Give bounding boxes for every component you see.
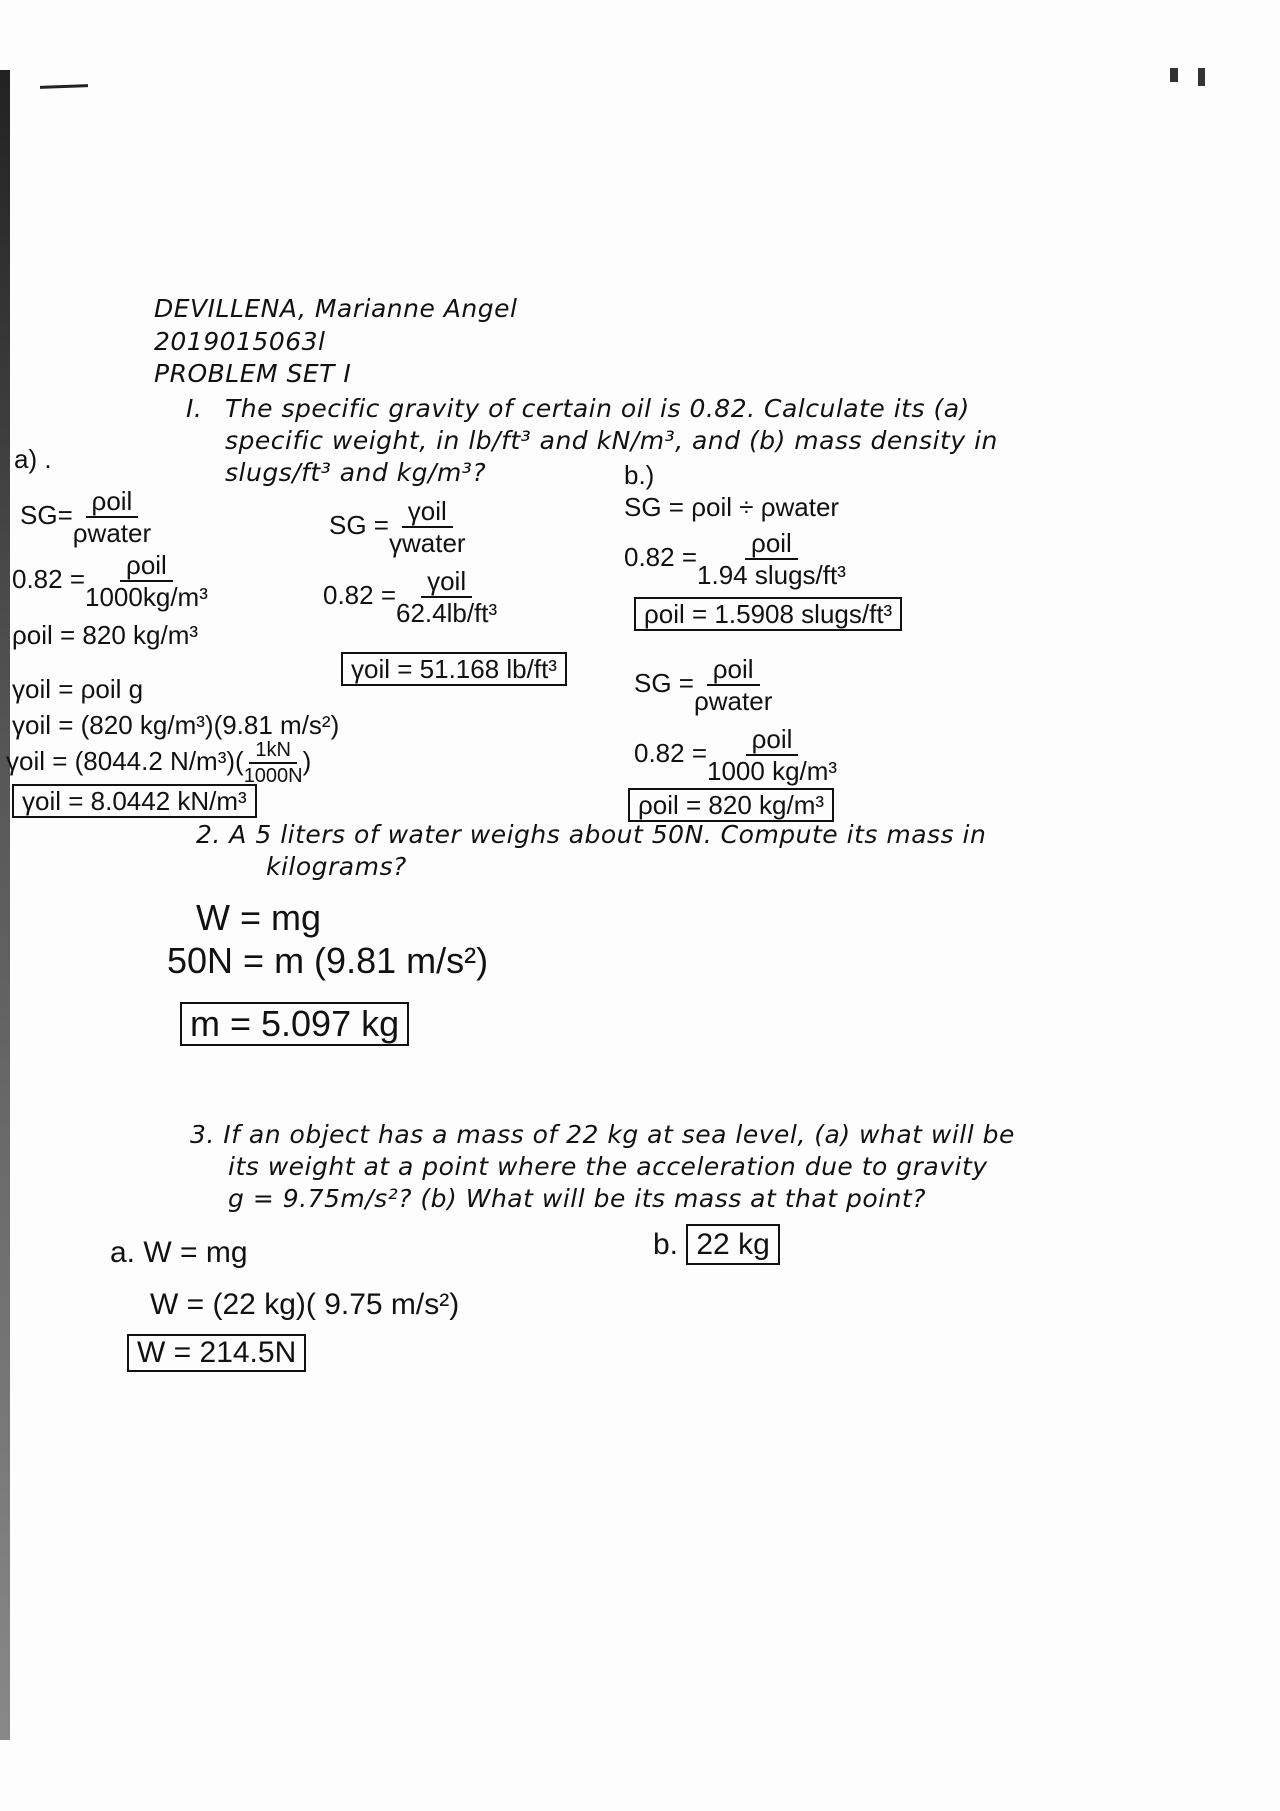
a-answer-lb: γoil = 51.168 lb/ft³ — [341, 652, 567, 686]
a-eq1-lhs: 0.82 = — [12, 563, 86, 594]
a-sg-lhs: SG= — [20, 499, 73, 530]
a-eq2-den: 62.4lb/ft³ — [396, 598, 498, 628]
part-a-label: a) . — [14, 444, 52, 474]
b-eq2-num: ρoil — [746, 726, 799, 756]
student-id: 2019015063l — [154, 327, 326, 356]
q1-text-line1: The specific gravity of certain oil is 0.82. Calculate its (a) — [225, 394, 970, 423]
part-b-label: b.) — [624, 460, 655, 490]
q1-text-line3: slugs/ft³ and kg/m³? — [225, 458, 487, 487]
b-sg-den: ρwater — [693, 686, 773, 716]
q3-a-answer: W = 214.5N — [127, 1334, 306, 1372]
b-eq1-lhs: 0.82 = — [624, 541, 698, 572]
a-gamma-calc2 — [6, 740, 311, 786]
q3-text-line1: 3. If an object has a mass of 22 kg at sea level, (a) what will be — [190, 1120, 1015, 1149]
a-sg2-lhs: SG = — [329, 509, 389, 540]
a-eq1 — [12, 552, 208, 610]
a-gamma-calc1: γoil = (820 kg/m³)(9.81 m/s²) — [12, 710, 340, 740]
q2-text-line2: kilograms? — [266, 852, 407, 881]
a-sg2-num: γoil — [402, 498, 453, 528]
b-answer-kg: ρoil = 820 kg/m³ — [628, 788, 834, 822]
b-eq2-lhs: 0.82 = — [634, 737, 708, 768]
b-eq2-den: 1000 kg/m³ — [707, 756, 838, 786]
a-sg2-formula — [329, 498, 466, 556]
a-eq2 — [323, 568, 497, 626]
q1-text-line2: specific weight, in lb/ft³ and kN/m³, and (b) mass density in — [225, 426, 998, 455]
q1-number: I. — [186, 394, 203, 423]
b-answer-slugs: ρoil = 1.5908 slugs/ft³ — [634, 597, 902, 631]
scan-mark — [1170, 68, 1178, 82]
a-eq2-num: γoil — [421, 568, 472, 598]
q2-answer: m = 5.097 kg — [180, 1002, 409, 1046]
a-sg-den: ρwater — [72, 518, 152, 548]
a-conv-num: 1kN — [249, 740, 297, 764]
q2-text-line1: 2. A 5 liters of water weighs about 50N. Compute its mass in — [196, 820, 987, 849]
q3-a-step1: a. W = mg — [110, 1236, 248, 1269]
b-sg-lhs: SG = — [634, 667, 694, 698]
b-eq2 — [634, 726, 837, 784]
b-sg-num: ρoil — [707, 656, 760, 686]
q3-b-answer: 22 kg — [686, 1224, 779, 1265]
a-eq1-den: 1000kg/m³ — [85, 582, 208, 612]
b-sg-line: SG = ρoil ÷ ρwater — [624, 492, 840, 522]
scan-mark — [1198, 68, 1205, 86]
a-sg-formula — [20, 488, 151, 546]
a-answer-kn: γoil = 8.0442 kN/m³ — [12, 784, 257, 818]
a-sg-num: ρoil — [86, 488, 139, 518]
a-gamma-calc2-text: γoil = (8044.2 N/m³)( — [6, 745, 244, 776]
q3-b-label: b. — [653, 1228, 679, 1261]
scan-edge-shadow — [0, 70, 10, 1740]
a-eq1-num: ρoil — [120, 552, 173, 582]
a-gamma-def: γoil = ρoil g — [12, 674, 144, 704]
a-rho-result: ρoil = 820 kg/m³ — [12, 620, 199, 650]
a-sg2-den: γwater — [388, 528, 466, 558]
student-name: DEVILLENA, Marianne Angel — [154, 294, 518, 323]
b-sg-formula — [634, 656, 772, 714]
q3-text-line3: g = 9.75m/s²? (b) What will be its mass at that point? — [228, 1184, 926, 1213]
document-title: PROBLEM SET I — [154, 359, 352, 388]
a-conv-close: ) — [302, 745, 312, 776]
b-eq1 — [624, 530, 846, 588]
q3-a-step2: W = (22 kg)( 9.75 m/s²) — [150, 1288, 460, 1321]
b-eq1-den: 1.94 slugs/ft³ — [697, 560, 846, 590]
q3-text-line2: its weight at a point where the acceleration due to gravity — [228, 1152, 988, 1181]
a-eq2-lhs: 0.82 = — [323, 579, 397, 610]
a-conv-den: 1000N — [243, 765, 303, 787]
q2-step2: 50N = m (9.81 m/s²) — [167, 940, 489, 981]
q3-b — [653, 1230, 780, 1260]
q2-step1: W = mg — [196, 897, 322, 938]
scan-mark — [40, 84, 88, 89]
b-eq1-num: ρoil — [745, 530, 798, 560]
